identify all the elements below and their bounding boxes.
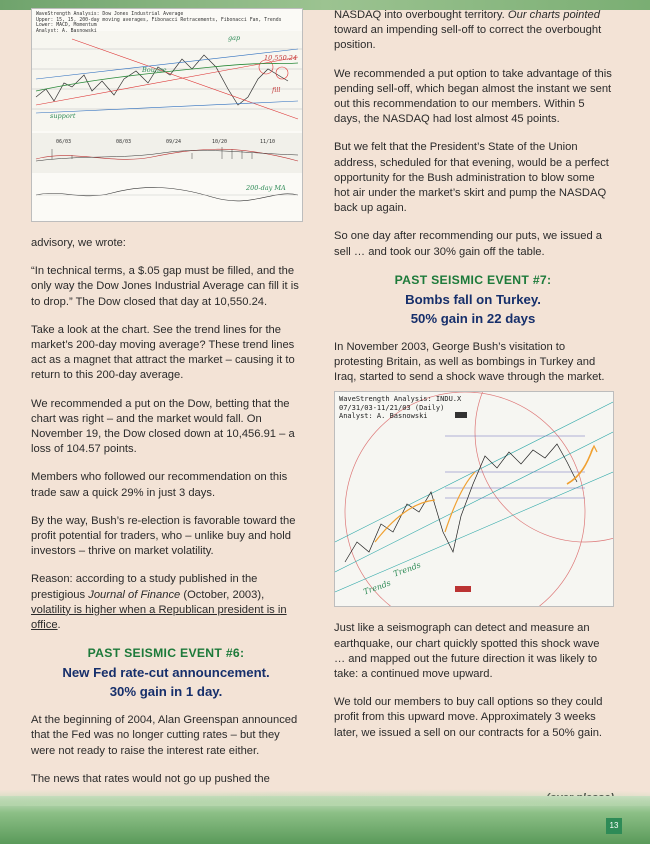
reason-paragraph [31, 572, 301, 633]
paragraph: At the beginning of 2004, Alan Greenspan announced that the Fed was no longer cutting rates – but they were not ready to raise the interest rate either. [31, 714, 298, 757]
left-column [31, 8, 301, 800]
caption-line: Upper: 15, 15, 200-day moving averages, Fibonacci Retracements, Fibonacci Fan, Trends [36, 17, 282, 23]
wave-decoration [0, 786, 650, 806]
paragraph: So one day after recommending our puts, we issued a sell … and took our 30% gain off the table. [334, 230, 603, 258]
page-number: 13 [606, 818, 622, 834]
paragraph: Take a look at the chart. See the trend lines for the market’s 200-day moving average? These trend lines act as a magnet that attract the market – causing it to return to this 200-day average. [31, 323, 295, 382]
text: . [57, 619, 61, 632]
annotation-close: 10,550.24 [264, 54, 298, 62]
x-label: 08/03 [116, 139, 132, 145]
dow-chart-caption [36, 12, 281, 34]
trend-label: Trends [392, 560, 422, 580]
text: (October, 2003), [180, 588, 265, 601]
trend-label: Trends [362, 578, 392, 598]
paragraph: We recommended a put option to take advantage of this pending sell-off, which began almost the instant we sent out this recommendation to our members. Within 5 days, the NASDAQ had lost almost 45 points. [334, 67, 612, 126]
event-6-subheading [31, 663, 301, 701]
paragraph: The news that rates would not go up pushed the [31, 772, 270, 785]
text: Reason: according to a study published in the prestigious [31, 573, 258, 601]
text: NASDAQ into overbought territory. [334, 9, 508, 21]
x-label: 10/20 [212, 139, 228, 145]
paragraph: Just like a seismograph can detect and measure an earthquake, our chart quickly spotted this shock wave … and mapped out the future direction it was likely to take: a continued move upward. [334, 622, 600, 681]
text: toward an impending sell-off to correct the overbought position. [334, 24, 602, 52]
x-label: 06/03 [56, 139, 72, 145]
x-label: 11/10 [260, 139, 276, 145]
paragraph: “In technical terms, a $.05 gap must be filled, and the only way the Dow Jones Industrial Average can fill it is to drop.” The Dow closed that day at 10,550.24. [31, 265, 299, 308]
annotation-ma: 200-day MA [246, 184, 286, 192]
caption-line: WaveStrength Analysis: Dow Jones Industrial Average [36, 12, 184, 17]
bottom-decorative-band [0, 796, 650, 844]
annotation-gap: gap [228, 34, 241, 42]
subheading-line: New Fed rate-cut announcement. [62, 665, 270, 681]
indu-chart-graphic [335, 392, 613, 606]
right-column [334, 8, 612, 754]
event-6-heading: PAST SEISMIC EVENT #6: [87, 646, 245, 661]
subheading-line: 50% gain in 22 days [410, 310, 536, 326]
paragraph: advisory, we wrote: [31, 237, 126, 249]
annotation-bounce: Bounce [142, 66, 167, 74]
journal-name: Journal of Finance [88, 588, 181, 601]
subheading-line: 30% gain in 1 day. [109, 684, 223, 700]
subheading-line: Bombs fall on Turkey. [405, 291, 541, 307]
caption-line: 07/31/03-11/21/03 (Daily) [339, 403, 445, 412]
caption-line: Lower: MACD, Momentum [36, 23, 97, 29]
underlined-text: volatility is higher when a Republican president is in office [31, 603, 287, 632]
paragraph: We recommended a put on the Dow, betting that the chart was right – and the market would fall. On November 19, the Dow closed down at 10,456.91 – a loss of 104.57 points. [31, 397, 295, 456]
caption-line: WaveStrength Analysis: INDU.X [339, 395, 462, 404]
event-7-heading: PAST SEISMIC EVENT #7: [394, 272, 552, 287]
annotation-fill: fill [272, 86, 281, 94]
paragraph: In November 2003, George Bush’s visitation to protesting Britain, as well as bombings in Turkey and Iraq, started to send a shock wave through the market. [334, 340, 605, 384]
caption-line: Analyst: A. Basnowski [36, 28, 97, 34]
indu-chart [334, 391, 614, 607]
caption-line: Analyst: A. Basnowski [339, 411, 428, 420]
italic-text: Our charts pointed [507, 9, 600, 21]
event-7-subheading [334, 290, 612, 328]
dow-chart [31, 8, 303, 222]
x-label: 09/24 [166, 139, 182, 145]
paragraph: But we felt that the President’s State of the Union address, scheduled for that evening, would be a perfect opportunity for the Bush administration to blow some hot air under the market’s skirt and pump the NASDAQ back up again. [334, 141, 609, 215]
indu-chart-caption [339, 395, 461, 420]
paragraph: We told our members to buy call options so they could profit from this upward move. Approximately 3 weeks later, we issued a sell on our contracts for a 50% gain. [334, 696, 603, 739]
paragraph: Members who followed our recommendation on this trade saw a quick 29% in just 3 days. [31, 471, 288, 499]
paragraph: By the way, Bush’s re-election is favorable toward the profit potential for traders, who – unlike buy and hold investors – thrive on market volatility. [31, 514, 296, 558]
annotation-support: support [50, 112, 76, 120]
intro-paragraph [334, 8, 612, 54]
